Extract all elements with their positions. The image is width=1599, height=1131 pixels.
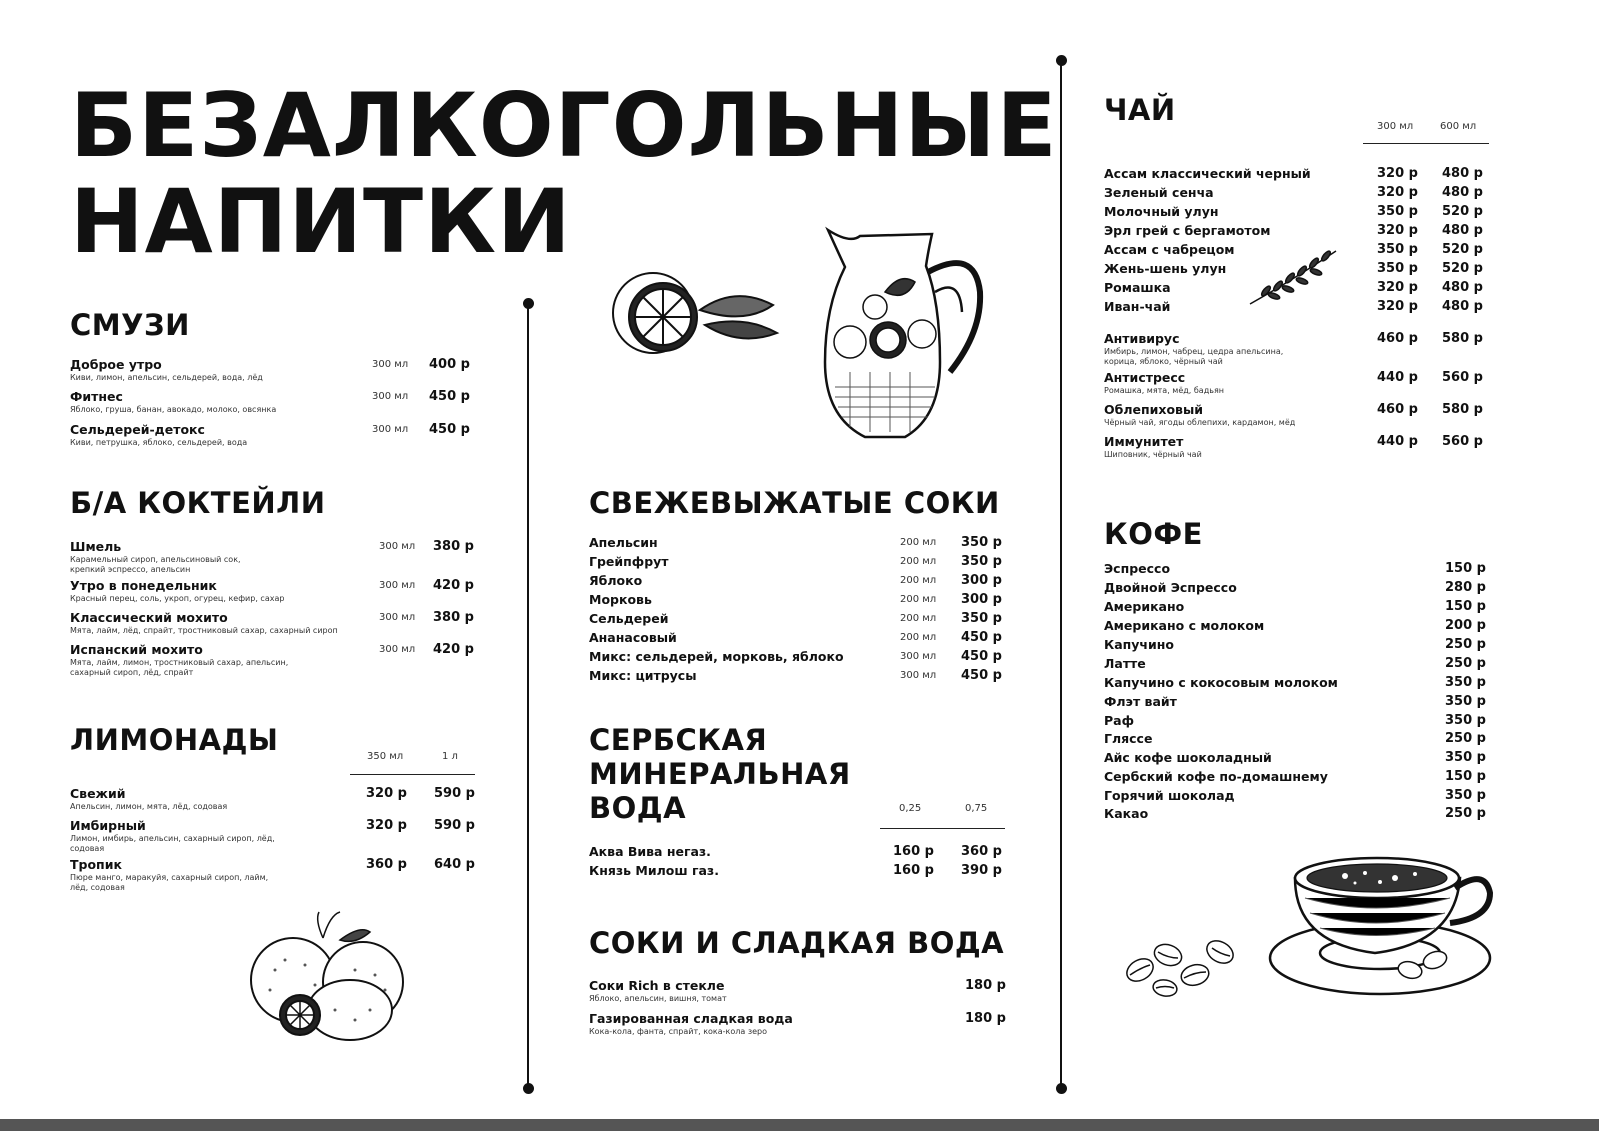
item-volume: 300 мл [372,359,409,370]
item-price: 150 р [1445,769,1486,784]
item-name: Гляссе [1104,731,1153,746]
item-price: 400 р [429,357,470,372]
item-name: Тропик [70,857,122,872]
item-price-600ml: 520 р [1442,261,1483,276]
item-volume: 200 мл [900,575,937,586]
item-name: Сельдерей [589,611,669,626]
item-name: Морковь [589,592,652,607]
item-name: Зеленый сенча [1104,185,1214,200]
item-price-600ml: 480 р [1442,223,1483,238]
item-price-300ml: 350 р [1377,261,1418,276]
item-name: Молочный улун [1104,204,1219,219]
section-title-sweet-water: СОКИ И СЛАДКАЯ ВОДА [589,926,1005,960]
item-price-300ml: 320 р [1377,280,1418,295]
item-name: Флэт вайт [1104,694,1177,709]
item-name: Князь Милош газ. [589,863,719,878]
column-header-1l: 1 л [442,751,458,762]
column-header-350ml: 350 мл [367,751,404,762]
item-volume: 300 мл [379,580,416,591]
item-name: Эрл грей с бергамотом [1104,223,1271,238]
section-title-mineral-water: СЕРБСКАЯ МИНЕРАЛЬНАЯ ВОДА [589,723,851,825]
item-name: Латте [1104,656,1146,671]
item-name: Антивирус [1104,331,1180,346]
item-name: Фитнес [70,389,123,404]
item-name: Микс: сельдерей, морковь, яблоко [589,649,844,664]
item-name: Ассам с чабрецом [1104,242,1235,257]
item-description: Лимон, имбирь, апельсин, сахарный сироп, лёд, содовая [70,834,275,853]
item-price-300ml: 350 р [1377,242,1418,257]
item-name: Сербский кофе по-домашнему [1104,769,1328,784]
item-price: 180 р [965,1011,1006,1026]
item-description: Шиповник, чёрный чай [1104,450,1202,459]
item-name: Аква Вива негаз. [589,844,711,859]
item-volume: 200 мл [900,594,937,605]
item-name: Горячий шоколад [1104,788,1235,803]
item-name: Соки Rich в стекле [589,978,725,993]
item-price: 350 р [1445,675,1486,690]
item-price: 350 р [961,611,1002,626]
column-header-300ml: 300 мл [1377,121,1414,132]
item-price: 450 р [961,649,1002,664]
item-price-300ml: 320 р [1377,223,1418,238]
item-price-075: 390 р [961,863,1002,878]
item-description: Яблоко, груша, банан, авокадо, молоко, овсянка [70,405,277,414]
item-price-350ml: 320 р [366,786,407,801]
item-description: Красный перец, соль, укроп, огурец, кефир, сахар [70,594,285,603]
item-price: 150 р [1445,599,1486,614]
item-price: 420 р [433,642,474,657]
item-name: Американо с молоком [1104,618,1265,633]
citrus-icon [605,255,785,375]
item-description: Карамельный сироп, апельсиновый сок, крепкий эспрессо, апельсин [70,555,241,574]
item-price: 350 р [1445,713,1486,728]
item-price: 450 р [429,422,470,437]
item-description: Мята, лайм, лёд, спрайт, тростниковый сахар, сахарный сироп [70,626,338,635]
item-description: Ромашка, мята, мёд, бадьян [1104,386,1224,395]
item-name: Сельдерей-детокс [70,422,205,437]
column-header-025: 0,25 [899,803,922,814]
item-name: Иван-чай [1104,299,1171,314]
item-price-300ml: 440 р [1377,370,1418,385]
item-name: Шмель [70,539,122,554]
item-name: Ананасовый [589,630,677,645]
item-name: Микс: цитрусы [589,668,697,683]
item-name: Доброе утро [70,357,162,372]
divider-dot-bottom-left [523,1083,534,1094]
item-price: 300 р [961,573,1002,588]
section-title-cocktails: Б/А КОКТЕЙЛИ [70,486,326,520]
column-header-075: 0,75 [965,803,988,814]
item-price-1l: 590 р [434,786,475,801]
item-volume: 200 мл [900,613,937,624]
column-header-rule [880,828,1005,829]
column-header-rule [1363,143,1489,144]
item-price-600ml: 580 р [1442,331,1483,346]
item-name: Айс кофе шоколадный [1104,750,1272,765]
item-price-025: 160 р [893,863,934,878]
section-title-coffee: КОФЕ [1104,517,1203,551]
item-description: Яблоко, апельсин, вишня, томат [589,994,727,1003]
item-price: 350 р [1445,750,1486,765]
item-name: Ассам классический черный [1104,166,1311,181]
item-name: Иммунитет [1104,434,1184,449]
item-price-300ml: 350 р [1377,204,1418,219]
item-name: Американо [1104,599,1185,614]
item-price: 180 р [965,978,1006,993]
item-price-600ml: 520 р [1442,242,1483,257]
page-title: БЕЗАЛКОГОЛЬНЫЕ НАПИТКИ [70,74,1058,273]
item-price-600ml: 480 р [1442,185,1483,200]
item-price: 380 р [433,539,474,554]
pitcher-icon [810,222,990,444]
item-price-300ml: 460 р [1377,331,1418,346]
column-header-rule [350,774,475,775]
item-description: Апельсин, лимон, мята, лёд, содовая [70,802,228,811]
item-name: Двойной Эспрессо [1104,580,1237,595]
item-name: Испанский мохито [70,642,203,657]
item-price-600ml: 480 р [1442,280,1483,295]
item-volume: 200 мл [900,556,937,567]
bottom-bar [0,1119,1599,1131]
item-price-350ml: 320 р [366,818,407,833]
item-price-300ml: 320 р [1377,185,1418,200]
item-name: Классический мохито [70,610,228,625]
item-description: Киви, лимон, апельсин, сельдерей, вода, лёд [70,373,263,382]
item-price: 300 р [961,592,1002,607]
item-name: Какао [1104,806,1149,821]
item-price: 450 р [961,668,1002,683]
item-name: Грейпфрут [589,554,669,569]
column-divider-left [527,303,529,1088]
item-name: Жень-шень улун [1104,261,1227,276]
item-price: 150 р [1445,561,1486,576]
item-price-300ml: 320 р [1377,299,1418,314]
item-price-300ml: 440 р [1377,434,1418,449]
item-price-075: 360 р [961,844,1002,859]
coffee-cup-icon [1265,848,1495,1000]
fruits-icon [245,910,425,1045]
item-price-600ml: 480 р [1442,299,1483,314]
item-price-600ml: 580 р [1442,402,1483,417]
divider-dot-bottom-right [1056,1083,1067,1094]
item-volume: 300 мл [379,612,416,623]
item-name: Апельсин [589,535,658,550]
item-price: 450 р [961,630,1002,645]
item-price: 350 р [961,535,1002,550]
herb-sprig-icon [1246,246,1341,308]
section-title-juices: СВЕЖЕВЫЖАТЫЕ СОКИ [589,486,1000,520]
item-name: Капучино [1104,637,1175,652]
item-name: Капучино с кокосовым молоком [1104,675,1338,690]
item-description: Мята, лайм, лимон, тростниковый сахар, апельсин, сахарный сироп, лёд, спрайт [70,658,289,677]
item-name: Антистресс [1104,370,1186,385]
item-price-600ml: 480 р [1442,166,1483,181]
column-header-600ml: 600 мл [1440,121,1477,132]
item-price-600ml: 520 р [1442,204,1483,219]
coffee-beans-icon [1120,930,1255,1000]
item-price-300ml: 460 р [1377,402,1418,417]
section-title-smoothies: СМУЗИ [70,308,190,342]
item-price: 250 р [1445,731,1486,746]
item-name: Имбирный [70,818,146,833]
item-volume: 300 мл [900,670,937,681]
item-description: Кока-кола, фанта, спрайт, кока-кола зеро [589,1027,767,1036]
section-title-tea: ЧАЙ [1104,93,1176,127]
item-name: Газированная сладкая вода [589,1011,793,1026]
item-price-600ml: 560 р [1442,434,1483,449]
item-price: 350 р [1445,788,1486,803]
item-price: 380 р [433,610,474,625]
item-price-025: 160 р [893,844,934,859]
item-price-300ml: 320 р [1377,166,1418,181]
item-volume: 200 мл [900,632,937,643]
item-price-1l: 590 р [434,818,475,833]
item-volume: 200 мл [900,537,937,548]
item-volume: 300 мл [372,424,409,435]
item-price: 350 р [961,554,1002,569]
item-volume: 300 мл [379,541,416,552]
item-name: Облепиховый [1104,402,1204,417]
item-price: 250 р [1445,806,1486,821]
item-name: Свежий [70,786,126,801]
item-price-1l: 640 р [434,857,475,872]
item-price-600ml: 560 р [1442,370,1483,385]
item-volume: 300 мл [900,651,937,662]
item-description: Имбирь, лимон, чабрец, цедра апельсина, корица, яблоко, чёрный чай [1104,347,1284,366]
item-volume: 300 мл [379,644,416,655]
item-price: 280 р [1445,580,1486,595]
item-price: 250 р [1445,656,1486,671]
column-divider-right [1060,60,1062,1088]
item-name: Эспрессо [1104,561,1171,576]
item-name: Утро в понедельник [70,578,217,593]
item-price: 200 р [1445,618,1486,633]
item-description: Чёрный чай, ягоды облепихи, кардамон, мёд [1104,418,1296,427]
item-price: 450 р [429,389,470,404]
item-price: 420 р [433,578,474,593]
item-volume: 300 мл [372,391,409,402]
item-price-350ml: 360 р [366,857,407,872]
item-name: Раф [1104,713,1134,728]
item-price: 250 р [1445,637,1486,652]
item-name: Яблоко [589,573,643,588]
item-description: Киви, петрушка, яблоко, сельдерей, вода [70,438,248,447]
item-description: Пюре манго, маракуйя, сахарный сироп, лайм, лёд, содовая [70,873,269,892]
item-price: 350 р [1445,694,1486,709]
section-title-lemonades: ЛИМОНАДЫ [70,723,279,757]
item-name: Ромашка [1104,280,1171,295]
